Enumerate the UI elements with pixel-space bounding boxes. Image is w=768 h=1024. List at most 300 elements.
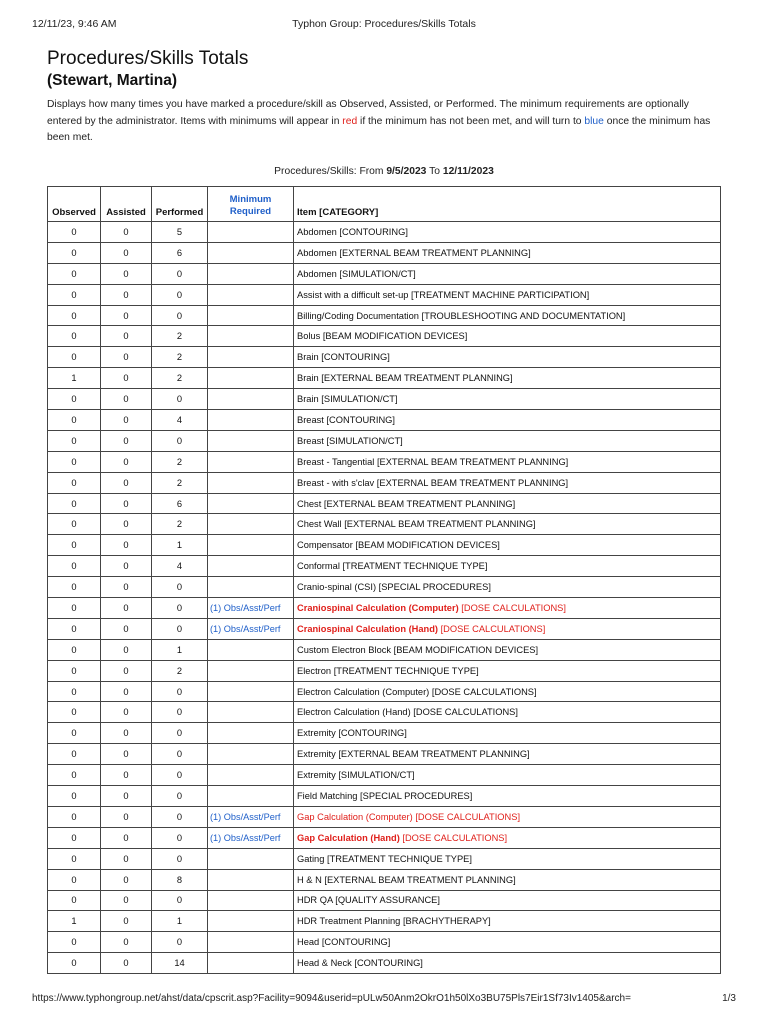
observed-cell: 0 <box>48 556 101 577</box>
item-category: [DOSE CALCULATIONS] <box>410 707 518 718</box>
table-row <box>48 472 721 493</box>
item-category-cell <box>294 326 721 347</box>
item-category-cell <box>294 911 721 932</box>
performed-cell: 0 <box>152 806 208 827</box>
table-row <box>48 660 721 681</box>
item-category-cell <box>294 848 721 869</box>
performed-cell: 2 <box>152 451 208 472</box>
minimum-required-cell <box>208 347 294 368</box>
item-name: Chest <box>297 498 322 509</box>
assisted-cell: 0 <box>101 869 152 890</box>
table-row <box>48 430 721 451</box>
item-category: [TREATMENT TECHNIQUE TYPE] <box>331 665 479 676</box>
performed-cell: 0 <box>152 598 208 619</box>
table-row <box>48 681 721 702</box>
minimum-required-cell: (1) Obs/Asst/Perf <box>208 806 294 827</box>
date-range-from: 9/5/2023 <box>386 166 427 177</box>
item-category-cell <box>294 869 721 890</box>
item-category-cell <box>294 263 721 284</box>
observed-cell: 0 <box>48 702 101 723</box>
assisted-cell: 0 <box>101 744 152 765</box>
minimum-required-cell <box>208 577 294 598</box>
minimum-required-cell <box>208 660 294 681</box>
assisted-cell: 0 <box>101 660 152 681</box>
performed-cell: 0 <box>152 702 208 723</box>
item-name: Assist with a difficult set-up <box>297 289 409 300</box>
table-row <box>48 326 721 347</box>
item-name: Abdomen <box>297 247 337 258</box>
item-name: Chest Wall <box>297 519 342 530</box>
observed-cell: 0 <box>48 681 101 702</box>
table-row <box>48 765 721 786</box>
print-page-number: 1/3 <box>722 993 736 1004</box>
table-row <box>48 514 721 535</box>
minimum-required-cell <box>208 953 294 974</box>
print-url: https://www.typhongroup.net/ahst/data/cpscrit.asp?Facility=9094&userid=pULw50Anm2OkrO1h50lXo3BU75Pls7Eir1Sf73Iv1405&arch= <box>32 993 631 1004</box>
item-name: Brain <box>297 373 319 384</box>
observed-cell: 0 <box>48 639 101 660</box>
observed-cell: 0 <box>48 347 101 368</box>
item-category-cell <box>294 744 721 765</box>
description-red-word: red <box>342 115 358 127</box>
item-category-cell <box>294 806 721 827</box>
table-row <box>48 744 721 765</box>
minimum-required-cell <box>208 368 294 389</box>
observed-cell: 0 <box>48 305 101 326</box>
minimum-required-cell <box>208 786 294 807</box>
item-category: [CONTOURING] <box>351 958 423 969</box>
header-observed: Observed <box>48 187 101 222</box>
item-category-cell <box>294 472 721 493</box>
performed-cell: 0 <box>152 786 208 807</box>
table-row <box>48 368 721 389</box>
minimum-required-cell: (1) Obs/Asst/Perf <box>208 618 294 639</box>
observed-cell: 0 <box>48 827 101 848</box>
item-category: [CONTOURING] <box>336 226 408 237</box>
item-category-cell <box>294 639 721 660</box>
assisted-cell: 0 <box>101 932 152 953</box>
observed-cell: 0 <box>48 577 101 598</box>
minimum-required-cell <box>208 493 294 514</box>
assisted-cell: 0 <box>101 639 152 660</box>
table-row <box>48 263 721 284</box>
page-description <box>47 97 723 147</box>
item-name: Electron Calculation (Hand) <box>297 707 411 718</box>
item-name: HDR Treatment Planning <box>297 916 401 927</box>
assisted-cell: 0 <box>101 451 152 472</box>
table-row <box>48 242 721 263</box>
item-name: Field Matching <box>297 790 358 801</box>
minimum-required-cell <box>208 639 294 660</box>
header-minimum-line-1: Minimum <box>229 194 272 205</box>
item-name: Head & Neck <box>297 958 352 969</box>
minimum-required-cell <box>208 263 294 284</box>
item-category-cell <box>294 765 721 786</box>
item-category: [TROUBLESHOOTING AND DOCUMENTATION] <box>418 310 626 321</box>
item-category-cell <box>294 242 721 263</box>
observed-cell: 0 <box>48 598 101 619</box>
performed-cell: 1 <box>152 639 208 660</box>
description-blue-word: blue <box>584 115 604 127</box>
item-category-cell <box>294 702 721 723</box>
item-category: [EXTERNAL BEAM TREATMENT PLANNING] <box>318 373 513 384</box>
item-category-cell <box>294 932 721 953</box>
minimum-required-cell <box>208 932 294 953</box>
item-category-cell <box>294 660 721 681</box>
item-category: [CONTOURING] <box>335 728 407 739</box>
date-range-prefix: Procedures/Skills: From <box>274 166 387 177</box>
assisted-cell: 0 <box>101 577 152 598</box>
minimum-required-cell <box>208 451 294 472</box>
item-category: [EXTERNAL BEAM TREATMENT PLANNING] <box>374 456 569 467</box>
item-category: [DOSE CALCULATIONS] <box>412 811 521 822</box>
performed-cell: 0 <box>152 744 208 765</box>
assisted-cell: 0 <box>101 702 152 723</box>
observed-cell: 1 <box>48 911 101 932</box>
minimum-required-cell <box>208 305 294 326</box>
assisted-cell: 0 <box>101 284 152 305</box>
description-text-3: once the minimum has been met. <box>47 115 711 143</box>
assisted-cell: 0 <box>101 389 152 410</box>
minimum-required-cell: (1) Obs/Asst/Perf <box>208 827 294 848</box>
performed-cell: 0 <box>152 890 208 911</box>
minimum-required-cell <box>208 389 294 410</box>
item-category-cell <box>294 410 721 431</box>
assisted-cell: 0 <box>101 242 152 263</box>
assisted-cell: 0 <box>101 618 152 639</box>
minimum-required-cell <box>208 911 294 932</box>
assisted-cell: 0 <box>101 493 152 514</box>
item-category: [TREATMENT MACHINE PARTICIPATION] <box>408 289 590 300</box>
performed-cell: 2 <box>152 472 208 493</box>
assisted-cell: 0 <box>101 806 152 827</box>
table-row <box>48 305 721 326</box>
item-category-cell <box>294 305 721 326</box>
observed-cell: 0 <box>48 953 101 974</box>
table-row <box>48 869 721 890</box>
header-assisted: Assisted <box>101 187 152 222</box>
minimum-required-cell <box>208 222 294 243</box>
assisted-cell: 0 <box>101 535 152 556</box>
item-name: Gating <box>297 853 325 864</box>
assisted-cell: 0 <box>101 347 152 368</box>
item-name: Gap Calculation (Hand) <box>297 832 400 843</box>
performed-cell: 6 <box>152 242 208 263</box>
item-category-cell <box>294 430 721 451</box>
performed-cell: 5 <box>152 222 208 243</box>
performed-cell: 0 <box>152 765 208 786</box>
item-category-cell <box>294 514 721 535</box>
performed-cell: 2 <box>152 368 208 389</box>
minimum-required-cell <box>208 681 294 702</box>
item-name: Extremity <box>297 728 336 739</box>
assisted-cell: 0 <box>101 430 152 451</box>
table-row <box>48 639 721 660</box>
table-row <box>48 953 721 974</box>
item-name: Abdomen <box>297 268 337 279</box>
header-performed: Performed <box>152 187 208 222</box>
assisted-cell: 0 <box>101 472 152 493</box>
performed-cell: 2 <box>152 326 208 347</box>
item-category-cell <box>294 556 721 577</box>
assisted-cell: 0 <box>101 827 152 848</box>
minimum-required-cell <box>208 765 294 786</box>
observed-cell: 0 <box>48 493 101 514</box>
observed-cell: 0 <box>48 263 101 284</box>
item-name: Breast <box>297 414 324 425</box>
item-category: [BEAM MODIFICATION DEVICES] <box>352 540 500 551</box>
item-category-cell <box>294 681 721 702</box>
item-name: Electron Calculation (Computer) <box>297 686 430 697</box>
item-category: [QUALITY ASSURANCE] <box>332 895 440 906</box>
observed-cell: 0 <box>48 284 101 305</box>
print-datetime: 12/11/23, 9:46 AM <box>32 18 117 30</box>
item-category: [EXTERNAL BEAM TREATMENT PLANNING] <box>341 519 536 530</box>
performed-cell: 0 <box>152 263 208 284</box>
observed-cell: 0 <box>48 410 101 431</box>
item-category-cell <box>294 618 721 639</box>
performed-cell: 6 <box>152 493 208 514</box>
item-category: [BRACHYTHERAPY] <box>400 916 491 927</box>
minimum-required-cell <box>208 326 294 347</box>
performed-cell: 2 <box>152 514 208 535</box>
item-category-cell <box>294 284 721 305</box>
item-name: Electron <box>297 665 332 676</box>
minimum-required-cell <box>208 430 294 451</box>
table-header-row <box>48 187 721 222</box>
performed-cell: 2 <box>152 660 208 681</box>
assisted-cell: 0 <box>101 786 152 807</box>
item-category-cell <box>294 451 721 472</box>
observed-cell: 0 <box>48 242 101 263</box>
observed-cell: 0 <box>48 472 101 493</box>
performed-cell: 0 <box>152 681 208 702</box>
observed-cell: 0 <box>48 430 101 451</box>
item-category: [SPECIAL PROCEDURES] <box>357 790 473 801</box>
table-row <box>48 806 721 827</box>
observed-cell: 0 <box>48 869 101 890</box>
table-row <box>48 598 721 619</box>
performed-cell: 4 <box>152 410 208 431</box>
item-category-cell <box>294 347 721 368</box>
item-name: Brain <box>297 352 319 363</box>
item-name: Craniospinal Calculation (Computer) <box>297 602 459 613</box>
item-category: [BEAM MODIFICATION DEVICES] <box>320 331 468 342</box>
observed-cell: 0 <box>48 618 101 639</box>
observed-cell: 0 <box>48 389 101 410</box>
procedures-totals-table <box>47 186 721 974</box>
item-name: Brain <box>297 394 319 405</box>
print-footer <box>32 993 736 1007</box>
header-minimum-required <box>208 187 294 222</box>
table-row <box>48 618 721 639</box>
observed-cell: 0 <box>48 326 101 347</box>
performed-cell: 2 <box>152 347 208 368</box>
table-row <box>48 890 721 911</box>
observed-cell: 0 <box>48 744 101 765</box>
minimum-required-cell <box>208 242 294 263</box>
item-category: [SIMULATION/CT] <box>336 268 416 279</box>
observed-cell: 0 <box>48 890 101 911</box>
table-row <box>48 911 721 932</box>
performed-cell: 14 <box>152 953 208 974</box>
page-title: Procedures/Skills Totals <box>47 48 249 69</box>
item-category-cell <box>294 222 721 243</box>
item-category: [DOSE CALCULATIONS] <box>399 832 508 843</box>
observed-cell: 0 <box>48 848 101 869</box>
date-range-to: 12/11/2023 <box>442 166 494 177</box>
item-name: Custom Electron Block <box>297 644 392 655</box>
item-category: [TREATMENT TECHNIQUE TYPE] <box>324 853 472 864</box>
item-category-cell <box>294 535 721 556</box>
minimum-required-cell <box>208 848 294 869</box>
item-category-cell <box>294 827 721 848</box>
table-row <box>48 702 721 723</box>
item-category: [CONTOURING] <box>318 352 390 363</box>
assisted-cell: 0 <box>101 305 152 326</box>
observed-cell: 0 <box>48 932 101 953</box>
observed-cell: 0 <box>48 451 101 472</box>
header-item-category: Item [CATEGORY] <box>294 187 721 222</box>
item-name: Conformal <box>297 561 340 572</box>
minimum-required-cell <box>208 890 294 911</box>
item-category: [CONTOURING] <box>323 414 395 425</box>
minimum-required-cell <box>208 556 294 577</box>
table-body <box>48 222 721 974</box>
assisted-cell: 0 <box>101 681 152 702</box>
assisted-cell: 0 <box>101 410 152 431</box>
item-category-cell <box>294 389 721 410</box>
observed-cell: 0 <box>48 660 101 681</box>
performed-cell: 4 <box>152 556 208 577</box>
table-row <box>48 535 721 556</box>
assisted-cell: 0 <box>101 326 152 347</box>
minimum-required-cell <box>208 744 294 765</box>
performed-cell: 8 <box>152 869 208 890</box>
item-category-cell <box>294 368 721 389</box>
performed-cell: 0 <box>152 305 208 326</box>
item-name: Abdomen <box>297 226 337 237</box>
date-range <box>0 166 768 177</box>
item-name: Head <box>297 937 320 948</box>
item-category-cell <box>294 493 721 514</box>
item-category: [TREATMENT TECHNIQUE TYPE] <box>339 561 488 572</box>
minimum-required-cell <box>208 869 294 890</box>
item-category: [SIMULATION/CT] <box>335 770 415 781</box>
minimum-required-cell <box>208 284 294 305</box>
item-category: [EXTERNAL BEAM TREATMENT PLANNING] <box>336 247 531 258</box>
assisted-cell: 0 <box>101 514 152 535</box>
item-category: [DOSE CALCULATIONS] <box>429 686 537 697</box>
performed-cell: 0 <box>152 389 208 410</box>
item-name: H & N <box>297 874 322 885</box>
item-name: Cranio-spinal (CSI) <box>297 582 377 593</box>
assisted-cell: 0 <box>101 765 152 786</box>
minimum-required-cell <box>208 410 294 431</box>
item-category: [BEAM MODIFICATION DEVICES] <box>391 644 539 655</box>
performed-cell: 0 <box>152 723 208 744</box>
table-row <box>48 556 721 577</box>
item-name: Breast - with s'clav <box>297 477 375 488</box>
assisted-cell: 0 <box>101 556 152 577</box>
observed-cell: 0 <box>48 723 101 744</box>
item-category: [SPECIAL PROCEDURES] <box>376 582 491 593</box>
description-text-1: Displays how many times you have marked a procedure/skill as Observed, Assisted, or Performed. The minimum requirements are optionally entered by the administrator. Items with minimums will appear in <box>47 99 689 127</box>
minimum-required-cell <box>208 535 294 556</box>
observed-cell: 0 <box>48 514 101 535</box>
observed-cell: 0 <box>48 806 101 827</box>
observed-cell: 0 <box>48 222 101 243</box>
minimum-required-cell: (1) Obs/Asst/Perf <box>208 598 294 619</box>
table-row <box>48 389 721 410</box>
item-name: Compensator <box>297 540 353 551</box>
item-category: [DOSE CALCULATIONS] <box>458 602 566 613</box>
date-range-to-label: To <box>426 166 443 177</box>
table-row <box>48 284 721 305</box>
print-page-title: Typhon Group: Procedures/Skills Totals <box>292 18 476 30</box>
table-row <box>48 786 721 807</box>
item-category-cell <box>294 577 721 598</box>
item-name: HDR QA <box>297 895 333 906</box>
assisted-cell: 0 <box>101 848 152 869</box>
item-category-cell <box>294 786 721 807</box>
item-name: Extremity <box>297 770 336 781</box>
item-category: [EXTERNAL BEAM TREATMENT PLANNING] <box>321 874 516 885</box>
item-category: [DOSE CALCULATIONS] <box>438 623 546 634</box>
item-name: Breast <box>297 435 324 446</box>
table-row <box>48 848 721 869</box>
item-category: [EXTERNAL BEAM TREATMENT PLANNING] <box>374 477 569 488</box>
performed-cell: 0 <box>152 932 208 953</box>
assisted-cell: 0 <box>101 598 152 619</box>
table-row <box>48 493 721 514</box>
assisted-cell: 0 <box>101 723 152 744</box>
minimum-required-cell <box>208 723 294 744</box>
print-header <box>32 18 736 32</box>
table-row <box>48 932 721 953</box>
item-category: [EXTERNAL BEAM TREATMENT PLANNING] <box>335 749 530 760</box>
table-row <box>48 827 721 848</box>
item-name: Extremity <box>297 749 336 760</box>
performed-cell: 0 <box>152 577 208 598</box>
item-category-cell <box>294 953 721 974</box>
observed-cell: 0 <box>48 765 101 786</box>
observed-cell: 0 <box>48 535 101 556</box>
item-category: [CONTOURING] <box>319 937 391 948</box>
table-row <box>48 577 721 598</box>
observed-cell: 0 <box>48 786 101 807</box>
performed-cell: 0 <box>152 284 208 305</box>
item-category: [SIMULATION/CT] <box>318 394 398 405</box>
assisted-cell: 0 <box>101 911 152 932</box>
header-minimum-line-2: Required <box>229 206 272 217</box>
observed-cell: 1 <box>48 368 101 389</box>
assisted-cell: 0 <box>101 890 152 911</box>
description-text-2: if the minimum has not been met, and will turn to <box>357 115 585 127</box>
item-name: Billing/Coding Documentation <box>297 310 419 321</box>
item-category-cell <box>294 723 721 744</box>
minimum-required-cell <box>208 702 294 723</box>
item-name: Gap Calculation (Computer) <box>297 811 413 822</box>
item-category-cell <box>294 890 721 911</box>
assisted-cell: 0 <box>101 368 152 389</box>
minimum-required-cell <box>208 472 294 493</box>
performed-cell: 1 <box>152 535 208 556</box>
performed-cell: 0 <box>152 827 208 848</box>
item-name: Craniospinal Calculation (Hand) <box>297 623 439 634</box>
performed-cell: 0 <box>152 848 208 869</box>
assisted-cell: 0 <box>101 263 152 284</box>
